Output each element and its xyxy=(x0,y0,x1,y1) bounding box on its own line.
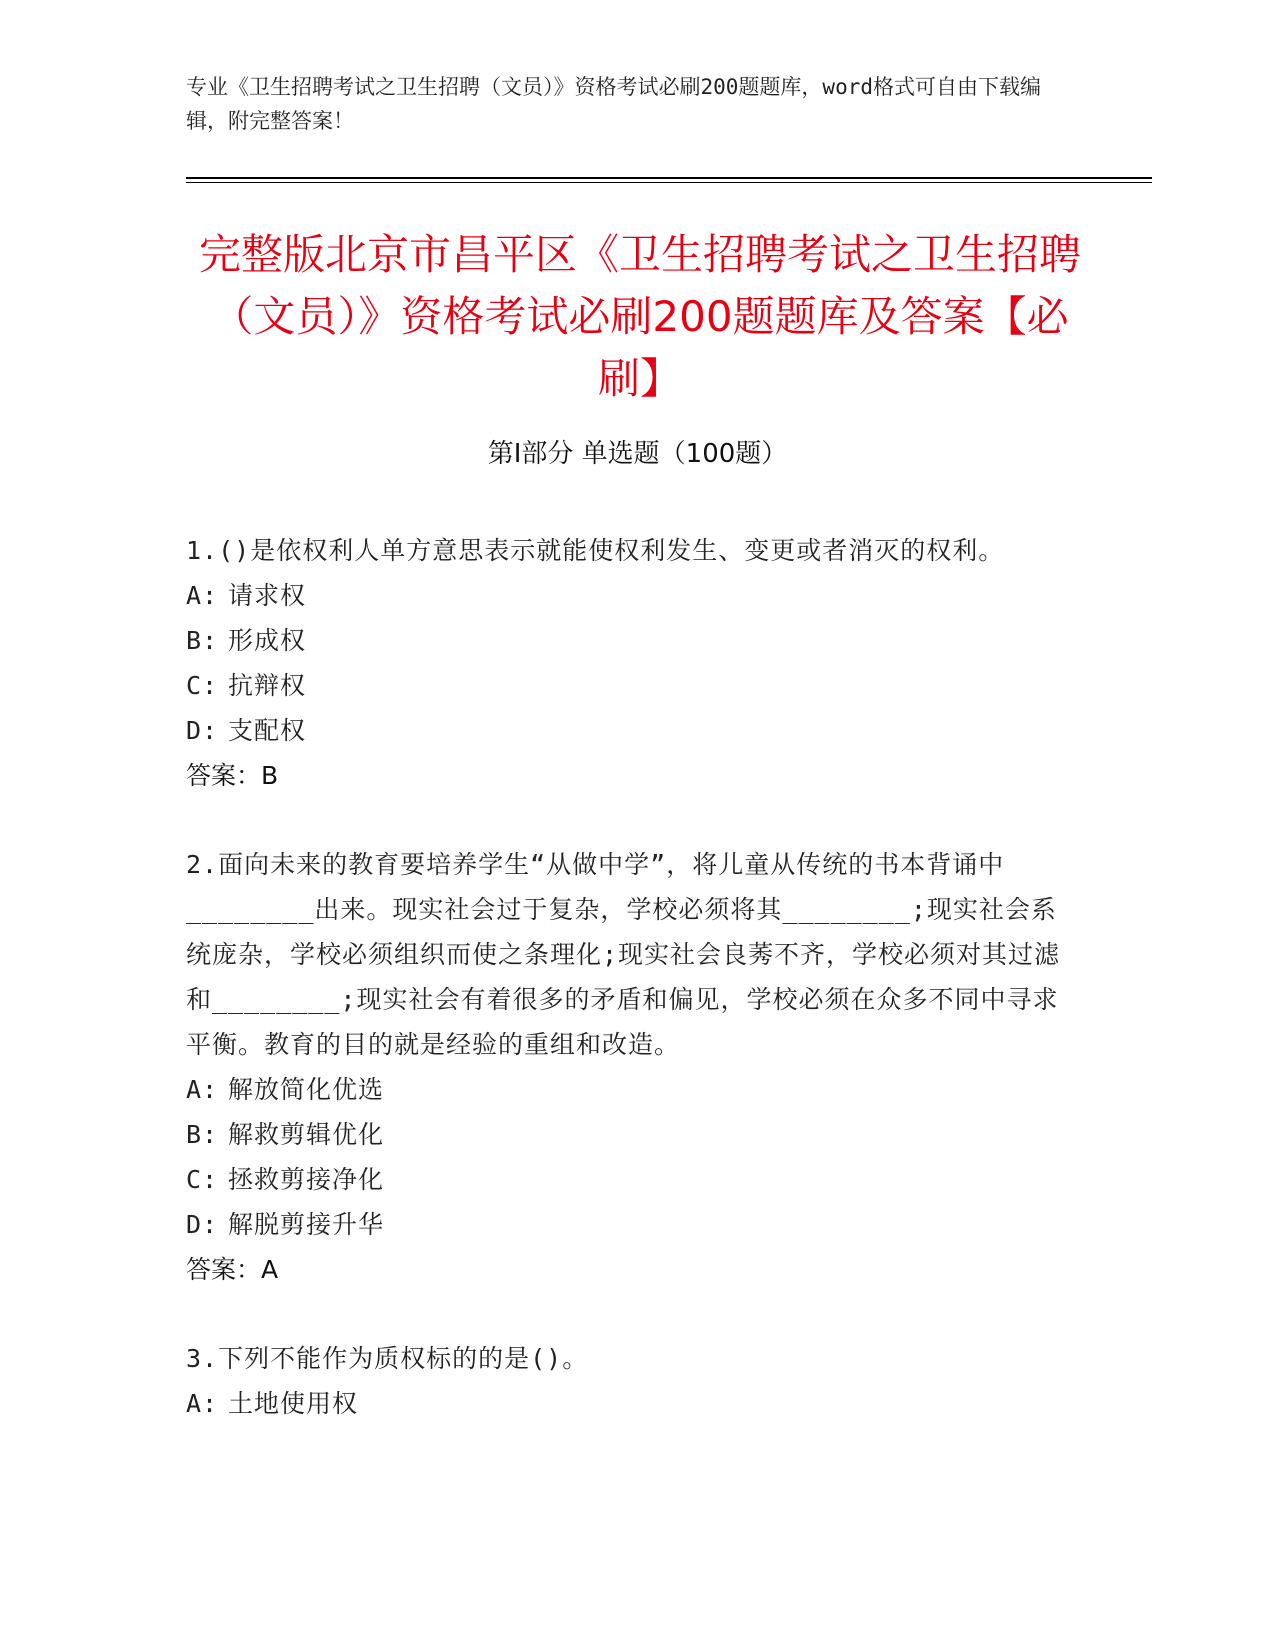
option-text: 抗辩权 xyxy=(228,671,307,700)
option-text: 形成权 xyxy=(228,626,307,655)
option-c xyxy=(186,663,1066,708)
option-c xyxy=(186,1157,1066,1202)
option-letter: D: xyxy=(186,1210,219,1239)
answer-label: 答案：A xyxy=(186,1255,279,1284)
option-letter: A: xyxy=(186,1389,219,1418)
option-letter: A: xyxy=(186,581,219,610)
option-d xyxy=(186,708,1066,753)
option-a xyxy=(186,573,1066,618)
question-2 xyxy=(186,842,1066,1292)
answer-label: 答案：B xyxy=(186,761,279,790)
document-title: 完整版北京市昌平区《卫生招聘考试之卫生招聘（文员）》资格考试必刷200题题库及答案【必刷】 xyxy=(198,230,1081,403)
option-text: 支配权 xyxy=(228,716,307,745)
option-a xyxy=(186,1067,1066,1112)
option-text: 请求权 xyxy=(228,581,307,610)
header-rule-thick xyxy=(186,177,1152,179)
section-title: 第Ⅰ部分 单选题（100题） xyxy=(487,439,788,469)
option-text: 土地使用权 xyxy=(228,1389,359,1418)
option-letter: B: xyxy=(186,626,219,655)
option-letter: B: xyxy=(186,1120,219,1149)
option-letter: A: xyxy=(186,1075,219,1104)
question-stem: 3.下列不能作为质权标的的是()。 xyxy=(186,1344,589,1373)
option-a xyxy=(186,1381,1066,1426)
option-d xyxy=(186,1202,1066,1247)
question-stem: 2.面向未来的教育要培养学生“从做中学”，将儿童从传统的书本背诵中________出来。现实社会过于复杂，学校必须将其________;现实社会系统庞杂，学校必须组织而使之条理化;现实社会良莠不齐，学校必须对其过滤和________;现实社会有着很多的矛盾和偏见，学校必须在众多不同中寻求平衡。教育的目的就是经验的重组和改造。 xyxy=(186,850,1061,1059)
option-letter: D: xyxy=(186,716,219,745)
header-note: 专业《卫生招聘考试之卫生招聘（文员）》资格考试必刷200题题库，word格式可自由下载编辑，附完整答案！ xyxy=(186,75,1041,133)
option-text: 拯救剪接净化 xyxy=(228,1165,385,1194)
question-stem: 1.()是依权利人单方意思表示就能使权利发生、变更或者消灭的权利。 xyxy=(186,536,1005,565)
question-1 xyxy=(186,528,1066,798)
option-b xyxy=(186,618,1066,663)
header-rule-thin xyxy=(186,182,1152,183)
option-letter: C: xyxy=(186,671,219,700)
option-text: 解脱剪接升华 xyxy=(228,1210,385,1239)
question-list xyxy=(186,528,1066,1470)
option-b xyxy=(186,1112,1066,1157)
option-letter: C: xyxy=(186,1165,219,1194)
question-3 xyxy=(186,1336,1066,1426)
option-text: 解救剪辑优化 xyxy=(228,1120,385,1149)
option-text: 解放简化优选 xyxy=(228,1075,385,1104)
